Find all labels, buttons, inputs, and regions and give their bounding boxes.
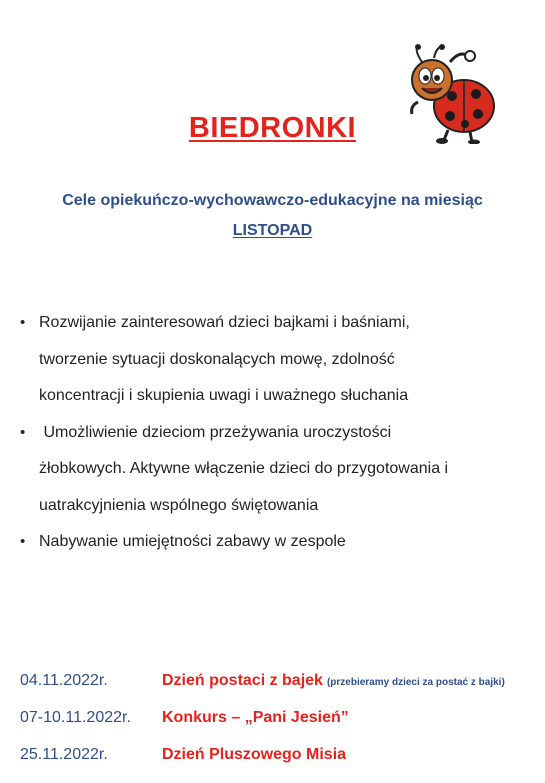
- bullet-icon: •: [20, 533, 26, 550]
- event-name: Dzień Pluszowego Misia: [162, 746, 347, 763]
- event-row: [20, 709, 540, 746]
- events-list: [20, 672, 540, 783]
- event-date: 25.11.2022r.: [20, 746, 108, 763]
- event-row: [20, 746, 540, 783]
- goal-line: Umożliwienie dzieciom przeżywania uroczystości: [39, 423, 392, 441]
- goal-line: Rozwijanie zainteresowań dzieci bajkami i baśniami,: [39, 314, 410, 331]
- goal-line: tworzenie sytuacji doskonalących mowę, zdolność: [39, 350, 395, 368]
- event-row: [20, 672, 540, 709]
- goals-list: [20, 305, 525, 561]
- goal-item: [20, 305, 525, 415]
- bullet-icon: •: [20, 423, 26, 441]
- goal-line: żłobkowych. Aktywne włączenie dzieci do przygotowania i: [39, 460, 449, 477]
- event-name: Konkurs – „Pani Jesień”: [162, 709, 349, 726]
- goal-item: [20, 524, 525, 561]
- page-title: BIEDRONKI: [188, 112, 357, 144]
- goal-item: [20, 415, 525, 525]
- goal-line: uatrakcyjnienia wspólnego świętowania: [39, 496, 319, 514]
- subtitle: Cele opiekuńczo-wychowawczo-edukacyjne na miesiąc: [62, 192, 483, 209]
- month-heading: LISTOPAD: [232, 222, 313, 239]
- event-name: Dzień postaci z bajek (przebieramy dzieci za postać z bajki): [162, 672, 505, 689]
- event-date: 07-10.11.2022r.: [20, 709, 131, 726]
- goal-line: Nabywanie umiejętności zabawy w zespole: [39, 533, 346, 550]
- bullet-icon: •: [20, 314, 26, 331]
- event-note: (przebieramy dzieci za postać z bajki): [326, 677, 505, 688]
- event-date: 04.11.2022r.: [20, 672, 108, 689]
- goal-line: koncentracji i skupienia uwagi i uważnego słuchania: [39, 387, 409, 404]
